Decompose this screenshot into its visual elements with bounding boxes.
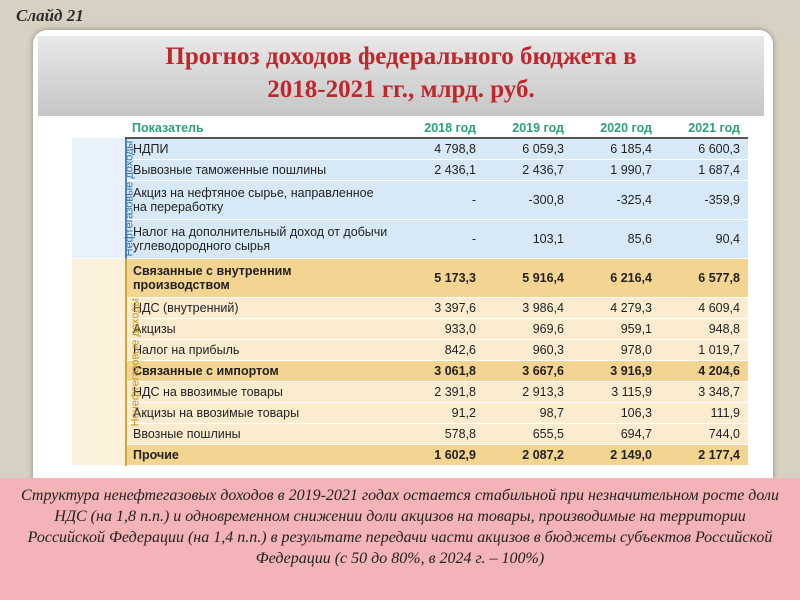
table-row [72, 220, 748, 259]
cell-2020: 3 916,9 [572, 361, 660, 382]
cell-2019: 969,6 [484, 319, 572, 340]
cell-2018: - [396, 181, 484, 220]
cell-2018: - [396, 220, 484, 259]
cell-2019: 5 916,4 [484, 259, 572, 298]
table-row [72, 138, 748, 160]
cell-2020: 6 185,4 [572, 138, 660, 160]
oil-gas-group [72, 138, 748, 259]
cell-2021: 744,0 [660, 424, 748, 445]
cell-2019: 103,1 [484, 220, 572, 259]
cell-2019: 98,7 [484, 403, 572, 424]
cell-2021: 90,4 [660, 220, 748, 259]
header-2021: 2021 год [660, 118, 748, 138]
row-label: Связанные с внутренним производством [126, 259, 396, 298]
cell-2020: 4 279,3 [572, 298, 660, 319]
row-label: Прочие [126, 445, 396, 466]
cell-2020: 2 149,0 [572, 445, 660, 466]
note-text: Структура ненефтегазовых доходов в 2019-2021 годах остается стабильной при незначительном росте доли НДС (на 1,8 п.п.) и одновременном снижении доли акцизов на товары, производимые на территории Российской Федерации (на 1,4 п.п.) в результате передачи части акцизов в бюджеты субъектов Российской Федерации (с 50 до 80%, в 2024 г. – 100%) [21, 487, 779, 567]
slide-title [38, 40, 764, 106]
row-label: Акцизы [126, 319, 396, 340]
row-label: Связанные с импортом [126, 361, 396, 382]
slide-number: Слайд 21 [16, 6, 84, 25]
non-oil-gas-group [72, 259, 748, 466]
cell-2021: 6 600,3 [660, 138, 748, 160]
row-label: Налог на дополнительный доход от добычи углеводородного сырья [126, 220, 396, 259]
table-row [72, 382, 748, 403]
cell-2018: 842,6 [396, 340, 484, 361]
table-row [72, 403, 748, 424]
cell-2020: 978,0 [572, 340, 660, 361]
table-header-row [72, 118, 748, 138]
cell-2021: 4 204,6 [660, 361, 748, 382]
cell-2020: -325,4 [572, 181, 660, 220]
title-line-2: 2018-2021 гг., млрд. руб. [267, 76, 535, 103]
table-row [72, 319, 748, 340]
table-row [72, 160, 748, 181]
table-row [72, 424, 748, 445]
revenue-table [72, 118, 748, 466]
header-2020: 2020 год [572, 118, 660, 138]
cell-2020: 85,6 [572, 220, 660, 259]
cell-2021: 1 687,4 [660, 160, 748, 181]
cell-2020: 6 216,4 [572, 259, 660, 298]
cell-2019: 6 059,3 [484, 138, 572, 160]
cell-2021: -359,9 [660, 181, 748, 220]
cell-2021: 3 348,7 [660, 382, 748, 403]
cell-2020: 106,3 [572, 403, 660, 424]
cell-2018: 3 061,8 [396, 361, 484, 382]
cell-2018: 2 391,8 [396, 382, 484, 403]
cell-2019: 655,5 [484, 424, 572, 445]
row-label: Акцизы на ввозимые товары [126, 403, 396, 424]
non-oil-gas-group-label: Ненефтегазовые доходы [72, 259, 126, 466]
cell-2019: 2 087,2 [484, 445, 572, 466]
title-line-1: Прогноз доходов федерального бюджета в [165, 43, 637, 70]
cell-2018: 4 798,8 [396, 138, 484, 160]
row-label: НДС на ввозимые товары [126, 382, 396, 403]
cell-2019: 2 436,7 [484, 160, 572, 181]
cell-2020: 694,7 [572, 424, 660, 445]
cell-2018: 578,8 [396, 424, 484, 445]
cell-2019: 3 667,6 [484, 361, 572, 382]
table-row [72, 340, 748, 361]
cell-2019: 960,3 [484, 340, 572, 361]
cell-2019: 3 986,4 [484, 298, 572, 319]
cell-2020: 3 115,9 [572, 382, 660, 403]
row-label: Ввозные пошлины [126, 424, 396, 445]
cell-2020: 959,1 [572, 319, 660, 340]
row-label: Налог на прибыль [126, 340, 396, 361]
table-row [72, 298, 748, 319]
cell-2021: 948,8 [660, 319, 748, 340]
cell-2018: 2 436,1 [396, 160, 484, 181]
cell-2021: 2 177,4 [660, 445, 748, 466]
cell-2021: 4 609,4 [660, 298, 748, 319]
table-row [72, 361, 748, 382]
table-row [72, 259, 748, 298]
cell-2020: 1 990,7 [572, 160, 660, 181]
header-2018: 2018 год [396, 118, 484, 138]
row-label: НДПИ [126, 138, 396, 160]
cell-2018: 3 397,6 [396, 298, 484, 319]
cell-2018: 5 173,3 [396, 259, 484, 298]
row-label: НДС (внутренний) [126, 298, 396, 319]
cell-2021: 6 577,8 [660, 259, 748, 298]
row-label: Вывозные таможенные пошлины [126, 160, 396, 181]
cell-2021: 1 019,7 [660, 340, 748, 361]
row-label: Акциз на нефтяное сырье, направленное на переработку [126, 181, 396, 220]
header-indicator: Показатель [126, 118, 396, 138]
cell-2019: -300,8 [484, 181, 572, 220]
cell-2019: 2 913,3 [484, 382, 572, 403]
table-row [72, 181, 748, 220]
revenue-table-container [72, 118, 748, 462]
cell-2018: 91,2 [396, 403, 484, 424]
cell-2021: 111,9 [660, 403, 748, 424]
header-2019: 2019 год [484, 118, 572, 138]
cell-2018: 933,0 [396, 319, 484, 340]
oil-gas-group-label: Нефтегазовые доходы [72, 138, 126, 259]
table-row [72, 445, 748, 466]
cell-2018: 1 602,9 [396, 445, 484, 466]
